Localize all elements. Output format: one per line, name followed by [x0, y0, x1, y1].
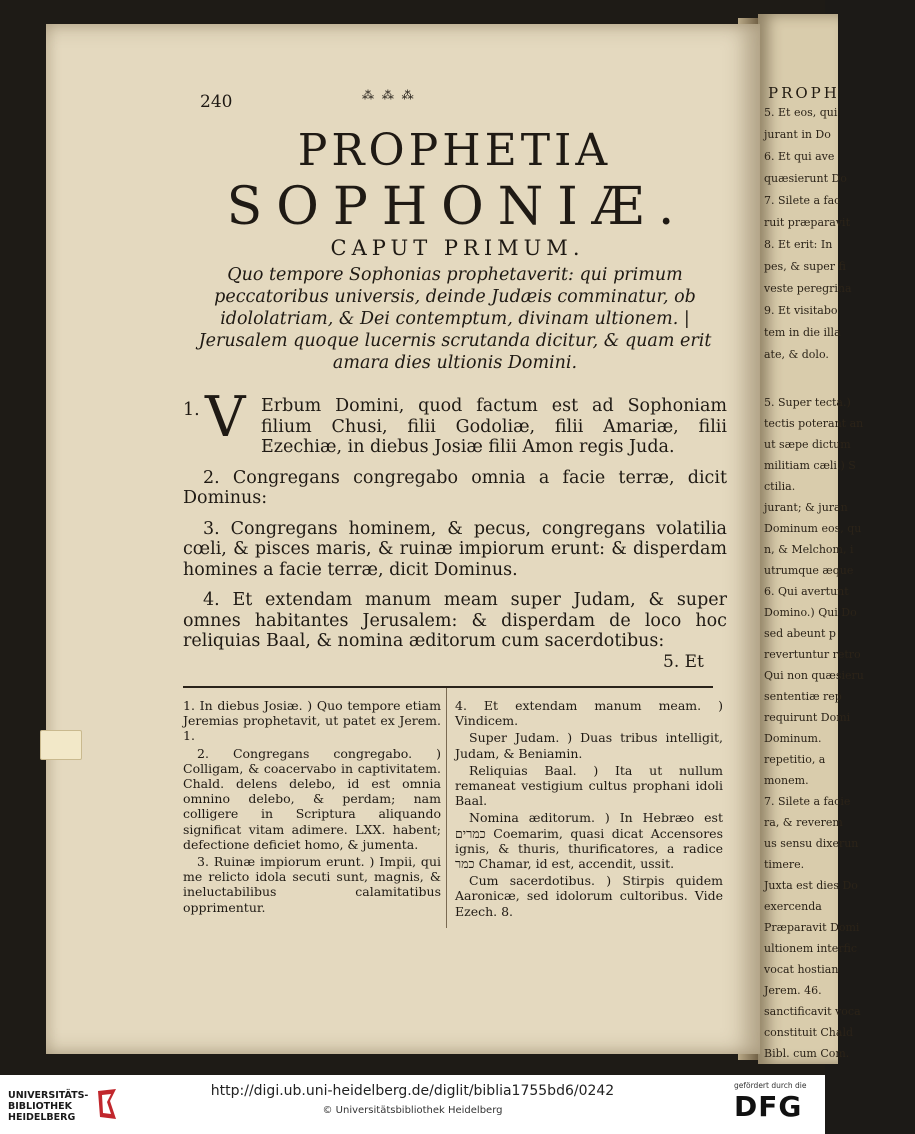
- facing-page-line: n, & Melchom, i: [764, 543, 854, 556]
- facing-page-line: ra, & reverem: [764, 816, 843, 829]
- facing-page-line: Qui non quæsieru: [764, 669, 864, 682]
- dfg-logo[interactable]: [734, 1081, 818, 1129]
- footnote-rule: [183, 686, 713, 688]
- library-name-line: UNIVERSITÄTS-: [8, 1090, 89, 1101]
- facing-page-line: Jerem. 46.: [764, 984, 822, 997]
- viewer-footer: [0, 1075, 825, 1134]
- facing-page-line: ut sæpe dictum: [764, 438, 851, 451]
- funding-label: gefördert durch die: [734, 1081, 807, 1090]
- facing-page-line: sed abeunt p: [764, 627, 836, 640]
- verse-text: Erbum Domini, quod factum est ad Sophoniam filium Chusi, filii Godoliæ, filii Amariæ, filii Ezechiæ, in diebus Josiæ filii Amon regis Juda.: [261, 396, 727, 457]
- footnote: Cum sacerdotibus. ) Stirpis quidem Aaronicæ, sed idolorum cultoribus. Vide Ezech. 8.: [455, 873, 723, 919]
- facing-page-line: ctilia.: [764, 480, 796, 493]
- facing-page-line: 9. Et visitabo: [764, 304, 838, 317]
- verse-4: 4. Et extendam manum meam super Judam, & super omnes habitantes Jerusalem: & disperdam de loco hoc reliquias Baal, & nomina æditorum cum sacerdotibus:: [183, 590, 727, 651]
- verse-3: 3. Congregans hominem, & pecus, congregans volatilia cœli, & pisces maris, & ruinæ impiorum erunt: & disperdam homines a facie terræ, dicit Dominus.: [183, 518, 727, 580]
- footnote: 3. Ruinæ impiorum erunt. ) Impii, qui me relicto idola secuti sunt, magnis, & ineluctabilibus calamitatibus opprimentur.: [183, 854, 441, 915]
- facing-page-line: repetitio, a: [764, 753, 826, 766]
- facing-page-line: timere.: [764, 858, 805, 871]
- verse-2: 2. Congregans congregabo omnia a facie terræ, dicit Dominus:: [183, 467, 727, 508]
- verse-1: [183, 385, 727, 458]
- facing-page-line: constituit Chald: [764, 1026, 854, 1039]
- book-title-line1: PROPHETIA: [297, 125, 612, 176]
- facing-page-line: militiam cæli.) S: [764, 459, 856, 472]
- facing-page-line: 7. Silete a facie: [764, 795, 851, 808]
- facing-page-line: Dominum.: [764, 732, 822, 745]
- facing-page-line: ultionem interfic: [764, 942, 857, 955]
- facing-page-line: us sensu dixerun: [764, 837, 859, 850]
- facing-page-line: Bibl. cum Com.: [764, 1047, 850, 1060]
- facing-page-line: Domino.) Qui Do: [764, 606, 857, 619]
- facing-page-line: 5. Et eos, qui: [764, 106, 838, 119]
- footnote: Nomina æditorum. ) In Hebræo est כמרים Coemarim, quasi dicat Accensores ignis, & thuris, thurificatores, a radice כמר Chamar, id est, accendit, ussit.: [455, 810, 723, 872]
- facing-page-line: 6. Qui avertunt: [764, 585, 849, 598]
- drop-capital: V: [205, 385, 246, 450]
- facing-page-line: monem.: [764, 774, 809, 787]
- facing-page-line: jurant; & juran: [764, 501, 848, 514]
- chapter-summary: Quo tempore Sophonias prophetaverit: qui primum peccatoribus universis, deinde Judæis comminatur, ob idololatriam, & Dei contemptum, divinam ultionem. | Jerusalem quoque lucernis scrutanda dicitur, & quam erit amara dies ultionis Domini.: [198, 265, 712, 373]
- funder-name: DFG: [734, 1090, 803, 1123]
- facing-page-line: ruit præparavit: [764, 216, 850, 229]
- facing-page-line: sententiæ rep: [764, 690, 842, 703]
- facing-page-line: pes, & super fi: [764, 260, 846, 273]
- facing-page-line: tectis poterant an: [764, 417, 864, 430]
- verse-number: 1.: [183, 400, 200, 420]
- facing-page-line: tem in die illa: [764, 326, 841, 339]
- facing-page-line: jurant in Do: [764, 128, 831, 141]
- library-name-line: HEIDELBERG: [8, 1112, 76, 1123]
- footnotes-right: [455, 698, 723, 921]
- facing-page-line: veste peregrina: [764, 282, 852, 295]
- column-divider: [446, 688, 447, 928]
- ornament-stars: ⁂ ⁂ ⁂: [362, 88, 416, 102]
- chapter-heading: CAPUT PRIMUM.: [330, 236, 585, 260]
- footnotes-left: [183, 698, 441, 917]
- verse-block: [183, 385, 727, 662]
- footnote: Super Judam. ) Duas tribus intelligit, Judam, & Beniamin.: [455, 730, 723, 761]
- facing-page-header: PROPH: [768, 84, 840, 102]
- facing-page-line: revertuntur retro: [764, 648, 861, 661]
- facing-page-line: Præparavit Domi: [764, 921, 860, 934]
- library-name-line: BIBLIOTHEK: [8, 1101, 72, 1112]
- copyright-notice: © Universitätsbibliothek Heidelberg: [322, 1105, 503, 1116]
- facing-page-line: Dominum eos, qu: [764, 522, 862, 535]
- book-title-line2: SOPHONIÆ.: [226, 177, 689, 237]
- page-number: 240: [200, 92, 233, 112]
- facing-page-line: 8. Et erit: In: [764, 238, 833, 251]
- footnote: 1. In diebus Josiæ. ) Quo tempore etiam Jeremias prophetavit, ut patet ex Jerem. 1.: [183, 698, 441, 744]
- footnote: 4. Et extendam manum meam. ) Vindicem.: [455, 698, 723, 729]
- facing-page-line: utrumque æque: [764, 564, 854, 577]
- facing-page-line: exercenda: [764, 900, 822, 913]
- facing-page-line: ate, & dolo.: [764, 348, 829, 361]
- facing-page-line: requirunt Domi: [764, 711, 851, 724]
- facing-page-line: vocat hostian: [764, 963, 839, 976]
- footnote: 2. Congregans congregabo. ) Colligam, & coacervabo in captivitatem. Chald. delens delebo, id est omnia omnino delebo, & perdam; nam colligere in Scriptura aliquando significat vitam adimere. LXX. habent; defectione deficiet homo, & jumenta.: [183, 745, 441, 852]
- catchword: 5. Et: [663, 652, 704, 672]
- facing-page-line: sanctificavit voca: [764, 1005, 861, 1018]
- bookmark-tab: [40, 730, 82, 760]
- facing-page-line: 5. Super tecta.): [764, 396, 851, 409]
- permalink[interactable]: http://digi.ub.uni-heidelberg.de/diglit/biblia1755bd6/0242: [210, 1083, 615, 1099]
- footnote: Reliquias Baal. ) Ita ut nullum remaneat vestigium cultus prophani idoli Baal.: [455, 762, 723, 809]
- facing-page-line: 7. Silete a fac: [764, 194, 841, 207]
- facing-page-line: 6. Et qui ave: [764, 150, 835, 163]
- facing-page-line: Juxta est dies Do: [764, 879, 858, 892]
- facing-page-line: quæsierunt Do: [764, 172, 847, 185]
